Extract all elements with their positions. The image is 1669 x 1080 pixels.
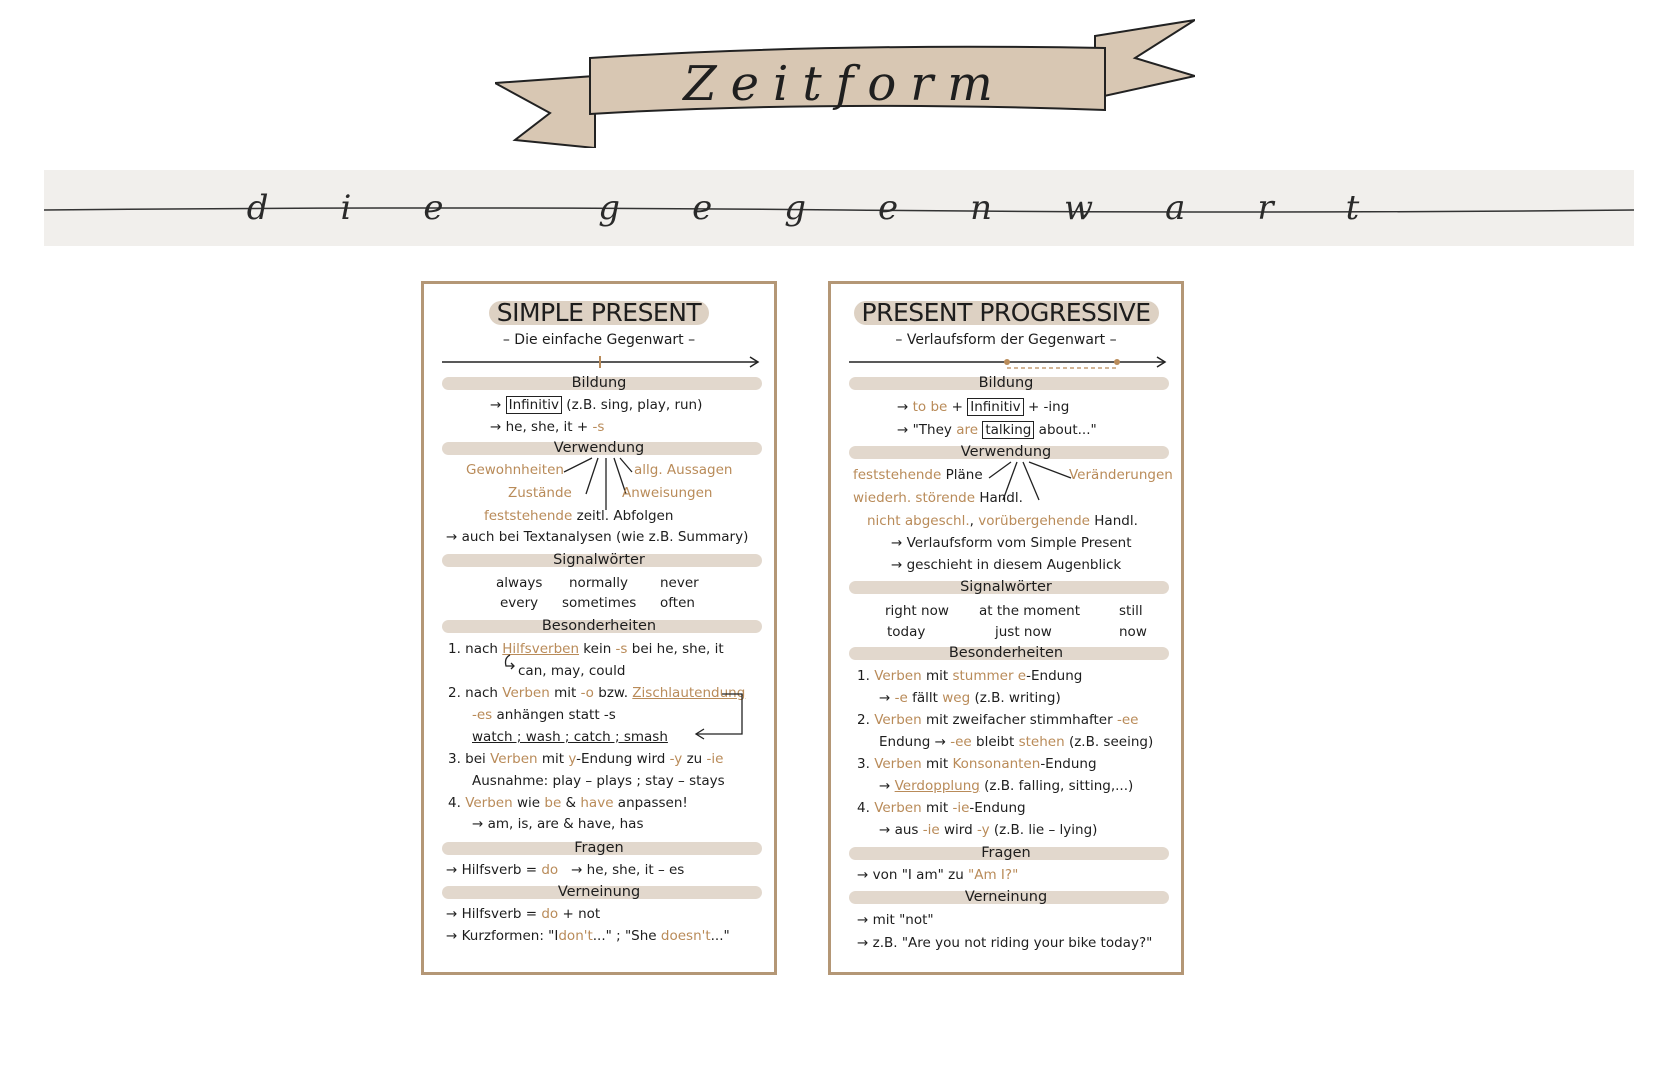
text: 2. nach [448,685,498,701]
text: stummer e [952,668,1027,684]
arrow: → [490,397,502,413]
besonderheit-2-examples: watch ; wash ; catch ; smash [472,729,668,745]
text: → [879,690,891,706]
usage-anweisungen: Anweisungen [622,485,713,501]
signal-word: often [660,595,695,611]
text: 4. [448,795,461,811]
usage-line-2 [853,489,1023,507]
text: mit [925,800,949,816]
verneinung-line-2: → z.B. "Are you not riding your bike today?" [857,935,1153,951]
text: vorübergehende [978,513,1090,529]
signal-word: sometimes [562,595,637,611]
text: ..." [710,928,730,944]
signal-word: now [1119,624,1147,640]
usage-line-3 [867,512,1138,530]
verwendung-branches [981,460,1081,516]
text: mit [554,685,577,701]
usage-line-5: → geschieht in diesem Augenblick [891,557,1122,573]
fragen-line [857,866,1018,884]
besonderheit-3-ausnahme: Ausnahme: play – plays ; stay – stays [472,773,725,789]
text: 2. [857,712,870,728]
text: don't [558,928,593,944]
text: about..." [1038,422,1097,438]
besonderheit-3 [448,750,723,768]
text: Verben [465,795,513,811]
text: -y [976,822,990,838]
text: -o [580,685,594,701]
infinitiv-box: Infinitiv [967,398,1023,416]
heading-besonderheiten: Besonderheiten [541,618,657,634]
heading-fragen: Fragen [574,840,624,856]
text: nicht abgeschl. [867,513,970,529]
signal-word: today [887,624,926,640]
talking-box: talking [982,421,1034,439]
text: 3. [857,756,870,772]
card-subtitle: – Die einfache Gegenwart – [502,332,696,348]
text: (z.B. seeing) [1068,734,1154,750]
text: weg [942,690,971,706]
usage-feststehende: feststehende [484,508,573,524]
text: have [580,795,614,811]
text: -ee [950,734,972,750]
besonderheit-2-line-2 [472,706,616,724]
heading-verneinung: Verneinung [557,884,641,900]
text: Zischlautendung [632,685,746,701]
usage-textanalysen: → auch bei Textanalysen (wie z.B. Summary) [446,529,749,545]
text: wie [516,795,541,811]
text: -y [669,751,683,767]
heading-bildung: Bildung [978,375,1034,391]
text: -ie [952,800,970,816]
text: (z.B. falling, sitting,...) [984,778,1134,794]
text: → aus [879,822,919,838]
bildung-suffix: -s [592,419,605,435]
card-title: PRESENT PROGRESSIVE [854,301,1159,325]
card-title: SIMPLE PRESENT [489,301,709,325]
text: → he, she, it – es [571,862,685,878]
besonderheit-1-sub [879,689,1061,707]
heading-bildung: Bildung [571,375,627,391]
bildung-line-2 [490,418,604,436]
besonderheit-1 [448,640,724,658]
heading-verwendung: Verwendung [553,440,645,456]
signal-word: at the moment [979,603,1081,619]
text: bleibt [976,734,1015,750]
text: Hilfsverben [502,641,579,657]
bracket-arrow [692,692,748,742]
text: -e [894,690,908,706]
text: -es [472,707,493,723]
text: mit [541,751,565,767]
simple-present-card [421,281,777,975]
text: mit [925,668,949,684]
text: Verben [874,668,922,684]
text: "Am I?" [968,867,1019,883]
text: 1. nach [448,641,498,657]
text: → von "I am" zu [857,867,964,883]
text: stehen [1018,734,1065,750]
bildung-line-2 [897,421,1097,439]
bildung-example: (z.B. sing, play, run) [566,397,703,413]
text: Verben [874,756,922,772]
text: -ie [922,822,940,838]
title-banner [495,18,1195,148]
text: be [544,795,562,811]
text: → Hilfsverb = [446,862,538,878]
text: are [956,422,979,438]
subtitle-strip [44,170,1634,246]
text: anhängen statt -s [496,707,616,723]
text: → "They [897,422,952,438]
signal-word: always [496,575,543,591]
text: (z.B. lie – lying) [993,822,1098,838]
text: -s [615,641,628,657]
heading-verneinung: Verneinung [964,889,1048,905]
usage-zustaende: Zustände [508,485,572,501]
text: bei he, she, it [631,641,724,657]
text: to be [912,399,948,415]
text: Verben [874,800,922,816]
text: feststehende [853,467,942,483]
text: Endung → [879,734,946,750]
banner-title: Zeitform [683,56,1007,112]
verneinung-line-2 [446,927,730,945]
bildung-line-1 [897,398,1069,416]
bildung-text: → he, she, it + [490,419,589,435]
signal-word: never [660,575,699,591]
text: do [541,906,559,922]
heading-signalwoerter: Signalwörter [553,552,645,568]
text: -ee [1116,712,1139,728]
text: -Endung wird [576,751,666,767]
text: + [951,399,963,415]
text: -ie [706,751,724,767]
card-subtitle: – Verlaufsform der Gegenwart – [895,332,1117,348]
usage-gewohnheiten: Gewohnheiten [466,462,564,478]
text: Handl. [979,490,1023,506]
signal-word: every [500,595,539,611]
signal-word: right now [885,603,949,619]
text: wiederh. störende [853,490,976,506]
text: → Kurzformen: "I [446,928,559,944]
text: -Endung [1026,668,1083,684]
besonderheit-1 [857,667,1082,685]
signal-word: still [1119,603,1143,619]
heading-besonderheiten: Besonderheiten [948,645,1064,661]
verneinung-line-1 [446,905,600,923]
text: → Hilfsverb = [446,906,538,922]
text: bzw. [598,685,628,701]
fragen-line [446,861,684,879]
arrow: → [897,399,909,415]
text: wird [944,822,973,838]
usage-veraenderungen: Veränderungen [1069,467,1173,483]
text: ..." ; "She [592,928,657,944]
signal-word: normally [569,575,629,591]
text: kein [583,641,612,657]
text: Verdopplung [894,778,980,794]
text: + -ing [1027,399,1070,415]
text: & [565,795,577,811]
besonderheit-4-sub: → am, is, are & have, has [472,816,644,832]
text: + not [562,906,601,922]
usage-line-1 [853,466,983,484]
text: -Endung [969,800,1026,816]
text: Verben [502,685,550,701]
curved-arrow-icon [502,654,518,672]
usage-zeitl-abfolgen: zeitl. Abfolgen [576,508,674,524]
timeline-arrow [442,352,764,372]
text: Verben [874,712,922,728]
heading-verwendung: Verwendung [960,444,1052,460]
heading-signalwoerter: Signalwörter [960,579,1052,595]
text: (z.B. writing) [974,690,1061,706]
text: doesn't [660,928,711,944]
text: y [568,751,577,767]
present-progressive-card [828,281,1184,975]
usage-line-3 [484,507,673,525]
besonderheit-4 [448,794,688,812]
bildung-line-1 [490,396,702,414]
besonderheit-2 [857,711,1138,729]
text: mit zweifacher stimmhafter [925,712,1113,728]
text: 4. [857,800,870,816]
heading-fragen: Fragen [981,845,1031,861]
subtitle-text: die gegenwart [246,188,1432,228]
text: mit [925,756,949,772]
besonderheit-4 [857,799,1026,817]
text: Konsonanten [952,756,1041,772]
text: Verben [490,751,538,767]
text: 3. bei [448,751,486,767]
text: fällt [912,690,938,706]
text: anpassen! [617,795,688,811]
verneinung-line-1: → mit "not" [857,912,934,928]
usage-line-4: → Verlaufsform vom Simple Present [891,535,1132,551]
text: do [541,862,559,878]
text: → [879,778,891,794]
besonderheit-3 [857,755,1097,773]
text: , [969,513,974,529]
text: zu [686,751,703,767]
infinitiv-box: Infinitiv [506,396,562,414]
besonderheit-4-sub [879,821,1097,839]
besonderheit-3-sub [879,777,1133,795]
text: Pläne [945,467,983,483]
besonderheit-2-sub [879,733,1153,751]
text: 1. [857,668,870,684]
usage-allg-aussagen: allg. Aussagen [634,462,733,478]
text: Handl. [1094,513,1138,529]
besonderheit-1-sub: can, may, could [518,663,626,679]
timeline-arrow [849,352,1171,372]
signal-word: just now [995,624,1052,640]
text: -Endung [1040,756,1097,772]
